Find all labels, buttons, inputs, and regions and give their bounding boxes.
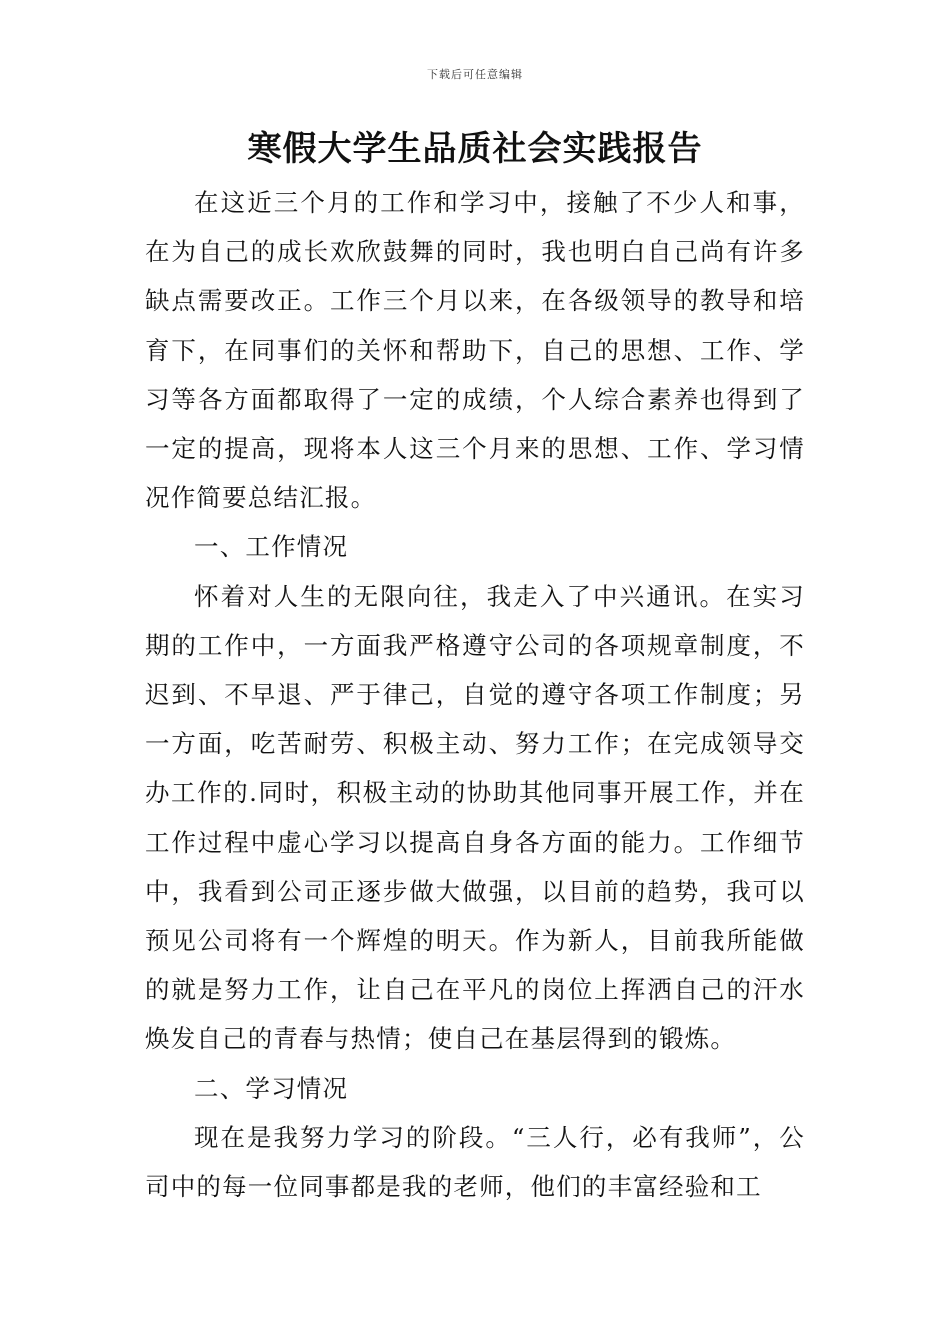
paragraph-intro: 在这近三个月的工作和学习中，接触了不少人和事，在为自己的成长欢欣鼓舞的同时，我也明白自己尚有许多缺点需要改正。工作三个月以来，在各级领导的教导和培育下，在同事们的关怀和帮助下，自己的思想、工作、学习等各方面都取得了一定的成绩，个人综合素养也得到了一定的提高，现将本人这三个月来的思想、工作、学习情况作简要总结汇报。: [145, 188, 805, 513]
paragraph-study: 现在是我努力学习的阶段。“三人行，必有我师”，公司中的每一位同事都是我的老师，他们的丰富经验和工: [145, 1122, 805, 1202]
section-heading-work: 一、工作情况: [194, 532, 349, 562]
section-heading-study: 二、学习情况: [194, 1073, 349, 1103]
document-body: [145, 178, 805, 1211]
paragraph-work: 怀着对人生的无限向往，我走入了中兴通讯。在实习期的工作中，一方面我严格遵守公司的各项规章制度，不迟到、不早退、严于律己，自觉的遵守各项工作制度；另一方面，吃苦耐劳、积极主动、努力工作；在完成领导交办工作的.同时，积极主动的协助其他同事开展工作，并在工作过程中虚心学习以提高自身各方面的能力。工作细节中，我看到公司正逐步做大做强，以目前的趋势，我可以预见公司将有一个辉煌的明天。作为新人，目前我所能做的就是努力工作，让自己在平凡的岗位上挥洒自己的汗水焕发自己的青春与热情；使自己在基层得到的锻炼。: [145, 581, 805, 1054]
document-title: 寒假大学生品质社会实践报告: [247, 129, 703, 169]
header-note: 下载后可任意编辑: [427, 68, 523, 81]
